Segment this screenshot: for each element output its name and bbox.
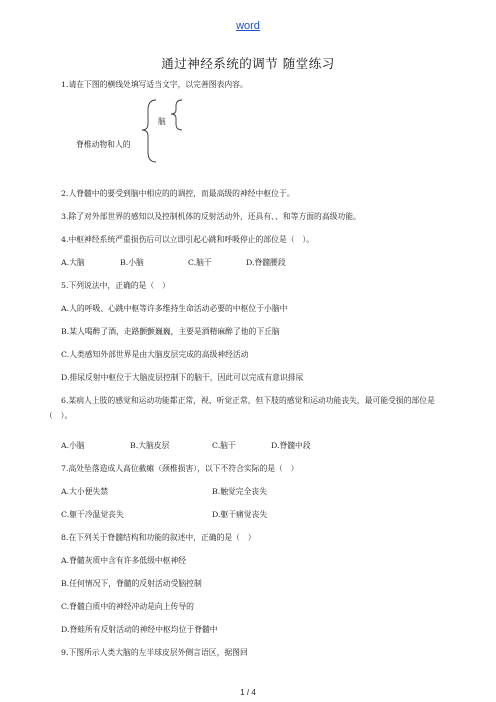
page-title: 通过神经系统的调节 随堂练习 xyxy=(161,56,335,71)
q6-option-d: D.脊髓中段 xyxy=(271,441,311,450)
q7-option-b: B.触觉完全丧失 xyxy=(212,487,267,496)
q5-option-c: C.人类感知外部世界是由大脑皮层完成的高级神经活动 xyxy=(61,350,249,359)
question-9: 9.下图所示人类大脑的左半球皮层外侧言语区，据图回 xyxy=(61,648,248,657)
brace-diagram xyxy=(140,96,200,164)
diagram-label-vertebrate: 脊椎动物和人的 xyxy=(76,140,131,149)
question-4: 4.中枢神经系统严重损伤后可以立即引起心跳和呼吸停止的部位是（ ）。 xyxy=(61,235,315,244)
q7-option-d: D.躯干痛觉丧失 xyxy=(212,510,268,519)
q5-option-a: A.人的呼吸、心跳中枢等许多维持生命活动必要的中枢位于小脑中 xyxy=(61,304,288,313)
q4-option-c: C.脑干 xyxy=(188,258,212,267)
header-word-link[interactable]: word xyxy=(236,20,260,32)
question-5: 5.下列说法中，正确的是（ ） xyxy=(61,281,170,290)
question-8: 8.在下列关于脊髓结构和功能的叙述中，正确的是（ ） xyxy=(61,533,256,542)
q8-option-a: A.脊髓灰质中含有许多低级中枢神经 xyxy=(61,556,187,565)
q8-option-c: C.脊髓白质中的神经冲动是向上传导的 xyxy=(61,602,194,611)
question-3: 3.除了对外部世界的感知以及控制机体的反射活动外，还具有、、和等方面的高级功能。 xyxy=(61,212,361,221)
q7-option-c: C.躯干冷温觉丧失 xyxy=(61,510,124,519)
question-7: 7.高处坠落造成人高位截瘫（颈椎损害），以下不符合实际的是（ ） xyxy=(61,464,299,473)
q6-option-b: B.大脑皮层 xyxy=(130,441,170,450)
question-2: 2.人脊髓中的要受到脑中相应的的调控，而最高级的神经中枢位于。 xyxy=(61,189,295,198)
diagram-label-brain: 脑 xyxy=(158,117,166,126)
q6-option-c: C.脑干 xyxy=(212,441,236,450)
q6-option-a: A.小脑 xyxy=(61,441,85,450)
q4-option-b: B.小脑 xyxy=(120,258,144,267)
q4-option-d: D.脊髓腰段 xyxy=(246,258,286,267)
q8-option-d: D.脊蛙所有反射活动的神经中枢均位于脊髓中 xyxy=(61,625,218,634)
q4-option-a: A.大脑 xyxy=(61,258,85,267)
page-number: 1 / 4 xyxy=(240,688,256,697)
question-1: 1.请在下图的横线处填写适当文字，以完善图表内容。 xyxy=(61,80,248,89)
question-6: 6.某病人上肢的感觉和运动功能都正常，视、听觉正常，但下肢的感觉和运动功能丧失，最可能受损的部位是（ ）。 xyxy=(45,396,435,420)
q5-option-d: D.排尿反射中枢位于大脑皮层控制下的脑干，因此可以完成有意识排尿 xyxy=(61,373,304,382)
q8-option-b: B.任何情况下，脊髓的反射活动受脑控制 xyxy=(61,579,202,588)
q5-option-b: B.某人喝醉了酒，走路颤颤巍巍，主要是酒精麻醉了他的下丘脑 xyxy=(61,327,280,336)
q7-option-a: A.大小便失禁 xyxy=(61,487,109,496)
